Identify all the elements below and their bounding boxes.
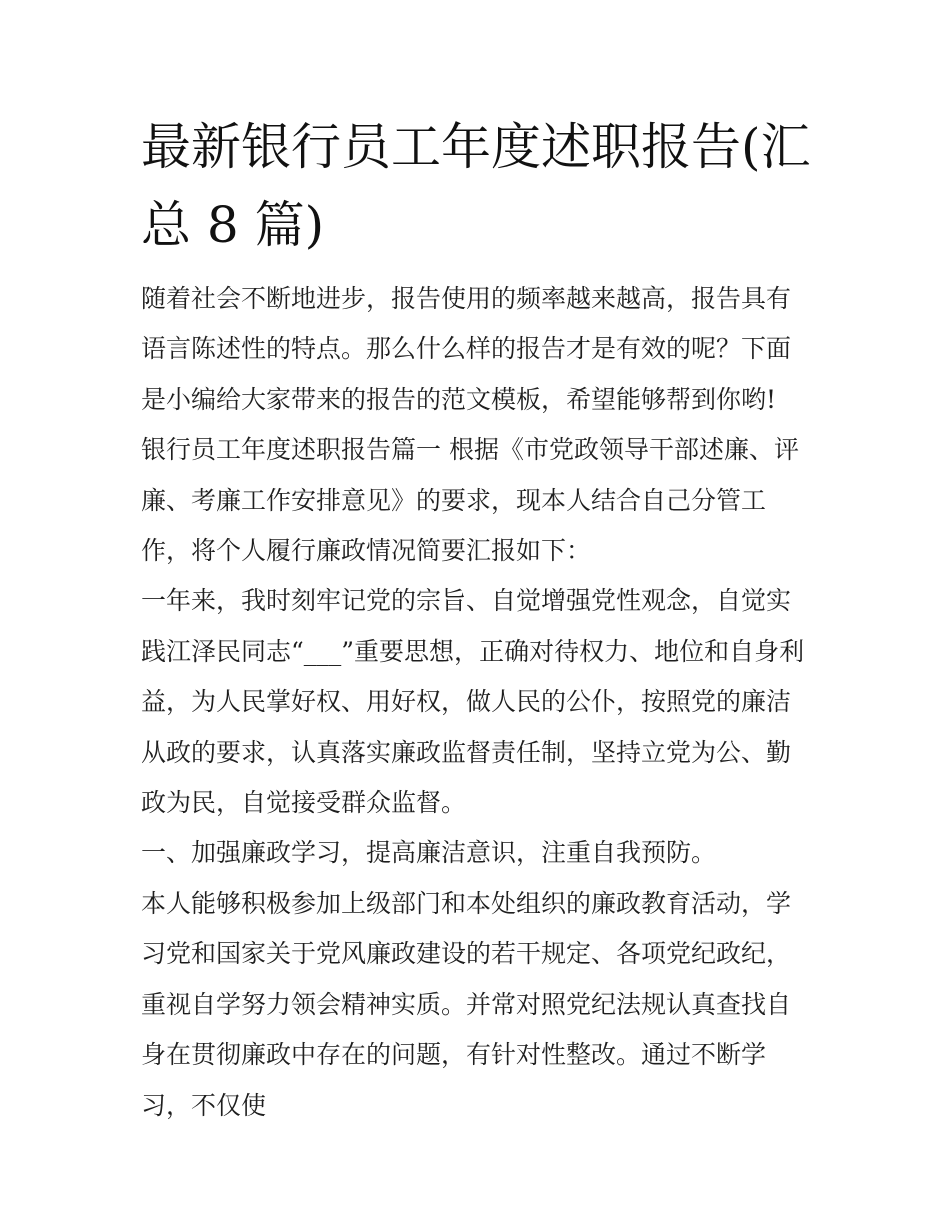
document-content bbox=[141, 108, 813, 1131]
document-title: 最新银行员工年度述职报告(汇总 8 篇) bbox=[141, 118, 811, 254]
section-heading-paragraph: 一、加强廉政学习，提高廉洁意识，注重自我预防。 bbox=[141, 838, 717, 868]
section-one-intro-paragraph: 银行员工年度述职报告篇一 根据《市党政领导干部述廉、评廉、考廉工作安排意见》的要求，现本人结合自己分管工作，将个人履行廉政情况简要汇报如下： bbox=[141, 435, 799, 566]
body-paragraph: 一年来，我时刻牢记党的宗旨、自觉增强党性观念，自觉实践江泽民同志“___”重要思想，正确对待权力、地位和自身利益，为人民掌好权、用好权，做人民的公仆，按照党的廉洁从政的要求，认真落实廉政监督责任制，坚持立党为公、勤政为民，自觉接受群众监督。 bbox=[141, 586, 805, 818]
body-paragraph: 本人能够积极参加上级部门和本处组织的廉政教育活动，学习党和国家关于党风廉政建设的若干规定、各项党纪政纪，重视自学努力领会精神实质。并常对照党纪法规认真查找自身在贯彻廉政中存在的问题，有针对性整改。通过不断学习，不仅使 bbox=[141, 888, 792, 1120]
intro-paragraph: 随着社会不断地进步，报告使用的频率越来越高，报告具有语言陈述性的特点。那么什么样的报告才是有效的呢？下面是小编给大家带来的报告的范文模板，希望能够帮到你哟! bbox=[141, 284, 792, 414]
